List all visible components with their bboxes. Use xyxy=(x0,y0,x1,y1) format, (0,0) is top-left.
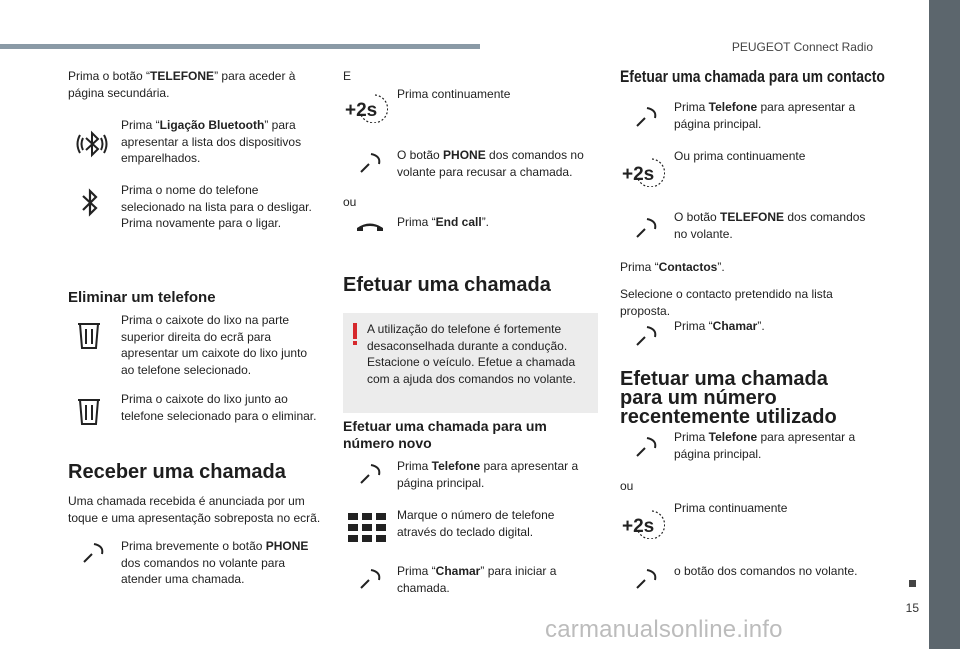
header-title: PEUGEOT Connect Radio xyxy=(731,40,873,54)
step-wheel-button: o botão dos comandos no volante. xyxy=(674,564,858,578)
step-telefone-recent: Prima Telefone para apresentar a página principal. xyxy=(674,430,856,461)
watermark: carmanualsonline.info xyxy=(545,616,783,643)
step-end-call: Prima “End call”. xyxy=(397,215,490,229)
step-telefone: Prima Telefone para apresentar a página principal. xyxy=(397,459,579,490)
touch-icon xyxy=(633,323,659,349)
heading-recent-number: Efetuar uma chamada para um número recentemente utilizado xyxy=(620,368,837,428)
step-contactos: Prima “Contactos”. xyxy=(620,260,725,274)
step-bluetooth-link: Prima “Ligação Bluetooth” para apresentar a lista dos dispositivos emparelhados. xyxy=(121,118,302,165)
warning-icon xyxy=(353,323,357,339)
label-ou: ou xyxy=(343,195,357,209)
touch-icon xyxy=(80,540,106,566)
side-tab xyxy=(929,0,960,649)
step-chamar-contact: Prima “Chamar”. xyxy=(674,319,765,333)
step-hold: Prima continuamente xyxy=(397,87,511,101)
trash-icon xyxy=(76,321,102,351)
step-trash-item: Prima o caixote do lixo junto ao telefone selecionado para o eliminar. xyxy=(121,392,317,423)
end-call-icon xyxy=(355,219,385,233)
touch-icon xyxy=(633,434,659,460)
bluetooth-signal-icon xyxy=(72,124,112,164)
step-hold-recent: Prima continuamente xyxy=(674,501,788,515)
touch-icon xyxy=(633,104,659,130)
receive-step: Prima brevemente o botão PHONE dos comandos no volante para atender uma chamada. xyxy=(121,539,309,586)
step-keypad: Marque o número de telefone através do teclado digital. xyxy=(397,508,555,539)
step-phone-button: O botão PHONE dos comandos no volante para recusar a chamada. xyxy=(397,148,584,179)
heading-delete-phone: Eliminar um telefone xyxy=(68,289,216,306)
heading-receive-call: Receber uma chamada xyxy=(68,461,286,483)
svg-text:+2s: +2s xyxy=(622,164,655,185)
receive-text: Uma chamada recebida é anunciada por um toque e uma apresentação sobreposta no ecrã. xyxy=(68,494,321,525)
step-trash-top: Prima o caixote do lixo na parte superior direita do ecrã para apresentar um caixote do lixo junto ao telefone selecionado. xyxy=(121,313,308,377)
label-e: E xyxy=(343,69,352,83)
warning-text: A utilização do telefone é fortemente desaconselhada durante a condução. Estacione o veículo. Efetue a chamada com a ajuda dos comandos no volante. xyxy=(367,322,576,386)
touch-icon xyxy=(633,215,659,241)
step-hold-contact: Ou prima continuamente xyxy=(674,149,806,163)
page-number: 15 xyxy=(905,601,919,615)
page-marker xyxy=(909,580,916,587)
heading-call-contact: Efetuar uma chamada para um contacto xyxy=(620,67,885,86)
touch-icon xyxy=(357,150,383,176)
hold-2s-icon xyxy=(621,509,665,539)
hold-2s-icon xyxy=(344,93,388,123)
step-phone-name: Prima o nome do telefone selecionado na lista para o desligar. Prima novamente para o ligar. xyxy=(121,183,312,230)
heading-make-call: Efetuar uma chamada xyxy=(343,274,551,296)
step-telefone-contact: Prima Telefone para apresentar a página principal. xyxy=(674,100,856,131)
hold-2s-icon xyxy=(621,157,665,187)
step-chamar-call: Prima “Chamar” para iniciar a chamada. xyxy=(397,564,557,595)
bluetooth-icon xyxy=(78,186,102,220)
warning-box xyxy=(343,313,598,413)
svg-text:+2s: +2s xyxy=(622,516,655,537)
intro-text: Prima o botão “TELEFONE” para aceder à página secundária. xyxy=(68,69,296,100)
touch-icon xyxy=(633,566,659,592)
touch-icon xyxy=(357,461,383,487)
header-rule xyxy=(0,44,480,49)
touch-icon xyxy=(357,566,383,592)
keypad-icon xyxy=(348,513,386,543)
heading-new-number: Efetuar uma chamada para um número novo xyxy=(343,418,547,451)
step-telefone-button: O botão TELEFONE dos comandos no volante. xyxy=(674,210,866,241)
svg-text:+2s: +2s xyxy=(345,100,378,121)
select-contact-text: Selecione o contacto pretendido na lista proposta. xyxy=(620,287,833,318)
label-ou-recent: ou xyxy=(620,479,634,493)
trash-icon xyxy=(76,397,102,427)
